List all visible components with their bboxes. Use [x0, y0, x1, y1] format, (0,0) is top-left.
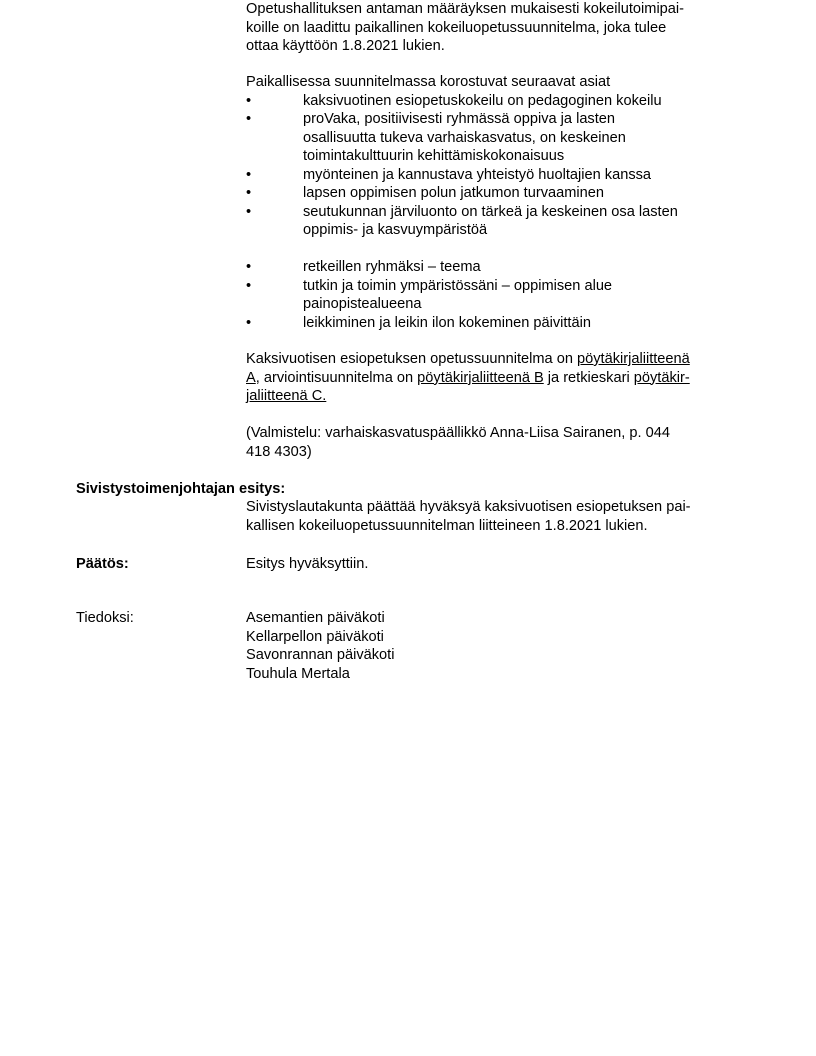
list-item-text: tutkin ja toimin ympäristössäni – oppimisen alue — [303, 277, 613, 294]
list-item-text: myönteinen ja kannustava yhteistyö huoltajien kanssa — [303, 166, 652, 183]
bullet-icon: • — [246, 259, 252, 275]
decision-text — [246, 555, 738, 574]
list-item-text: osallisuutta tukeva varhaiskasvatus, on keskeinen — [303, 129, 626, 146]
attachments-text: , arviointisuunnitelma on — [255, 369, 418, 386]
attachments-line — [246, 369, 738, 388]
attachment-b-link[interactable]: pöytäkirjaliitteenä B — [417, 369, 544, 386]
list-item — [246, 184, 738, 203]
preparation-note — [246, 424, 738, 461]
recipient-item: Kellarpellon päiväkoti — [246, 628, 384, 645]
recipient-item: Touhula Mertala — [246, 665, 350, 682]
attachments-text: Kaksivuotisen esiopetuksen opetussuunnitelma on — [246, 351, 578, 367]
list-item — [246, 277, 738, 314]
list-item-text: kaksivuotinen esiopetuskokeilu on pedagoginen kokeilu — [303, 92, 662, 109]
info-label: Tiedoksi: — [76, 610, 134, 626]
proposal-line: Sivistyslautakunta päättää hyväksyä kaksivuotisen esiopetuksen pai- — [246, 499, 691, 515]
list-item-text: oppimis- ja kasvuympäristöä — [303, 222, 488, 238]
proposal-line: kallisen kokeiluopetussuunnitelman liitteineen 1.8.2021 lukien. — [246, 517, 648, 534]
list-item-text: leikkiminen ja leikin ilon kokeminen päivittäin — [303, 314, 591, 331]
decision-line: Esitys hyväksyttiin. — [246, 556, 369, 572]
list-item — [246, 110, 738, 166]
list-item-text: painopistealueena — [303, 296, 422, 312]
preparation-line: (Valmistelu: varhaiskasvatuspäällikkö Anna-Liisa Sairanen, p. 044 — [246, 425, 670, 441]
bullet-icon: • — [246, 277, 252, 294]
bullet-icon: • — [246, 314, 252, 331]
list-item — [246, 166, 738, 185]
attachments-text: ja retkieskari — [543, 369, 634, 386]
attachment-a-link[interactable]: A — [246, 369, 256, 386]
intro-line: ottaa käyttöön 1.8.2021 lukien. — [246, 38, 445, 54]
bullet-icon: • — [246, 166, 252, 183]
attachments-paragraph — [246, 350, 738, 406]
attachment-c-link[interactable]: pöytäkir- — [633, 369, 690, 386]
list-item-text: proVaka, positiivisesti ryhmässä oppiva ja lasten — [303, 111, 616, 127]
intro-line: koille on laadittu paikallinen kokeiluopetussuunnitelma, joka tulee — [246, 19, 667, 36]
attachment-c-link[interactable]: jaliitteenä C. — [246, 388, 327, 404]
list-item-text: seutukunnan järviluonto on tärkeä ja keskeinen osa lasten — [303, 203, 678, 220]
attachment-a-link[interactable]: pöytäkirjaliitteenä — [577, 351, 690, 367]
attachments-line — [246, 350, 738, 369]
recipient-item: Savonrannan päiväkoti — [246, 647, 395, 663]
intro-paragraph — [246, 0, 738, 56]
list-item — [246, 92, 738, 111]
decision-label: Päätös: — [76, 556, 129, 572]
bullet-icon: • — [246, 185, 252, 201]
focus-areas — [246, 73, 738, 332]
list-item — [246, 203, 738, 240]
list-item-text: retkeillen ryhmäksi – teema — [303, 259, 481, 275]
focus-heading: Paikallisessa suunnitelmassa korostuvat seuraavat asiat — [246, 74, 611, 90]
list-item-text: lapsen oppimisen polun jatkumon turvaaminen — [303, 185, 604, 201]
info-recipient-list — [246, 609, 738, 683]
bullet-icon: • — [246, 111, 252, 127]
bullet-icon: • — [246, 203, 252, 220]
proposal-text — [246, 498, 738, 535]
list-spacer — [246, 240, 738, 259]
proposal-label: Sivistystoimenjohtajan esitys: — [76, 481, 286, 497]
bullet-icon: • — [246, 92, 252, 109]
list-item-text: toimintakulttuurin kehittämiskokonaisuus — [303, 148, 565, 164]
recipient-item: Asemantien päiväkoti — [246, 610, 385, 626]
list-item — [246, 314, 738, 333]
intro-line: Opetushallituksen antaman määräyksen mukaisesti kokeilutoimipai- — [246, 1, 685, 17]
preparation-line: 418 4303) — [246, 443, 312, 460]
list-item — [246, 258, 738, 277]
attachments-line — [246, 387, 738, 406]
